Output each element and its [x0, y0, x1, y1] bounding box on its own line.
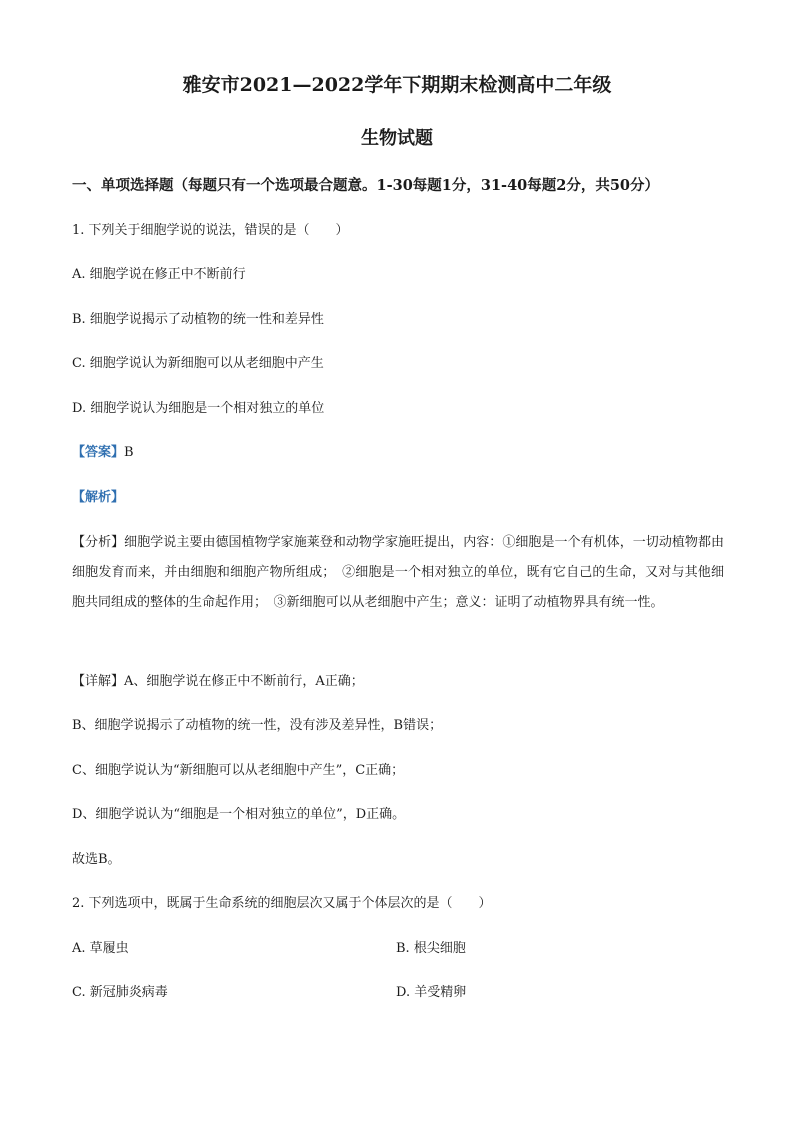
analysis-paragraph — [72, 528, 724, 618]
question-1-option-d: D. 细胞学说认为细胞是一个相对独立的单位 — [72, 401, 325, 416]
question-2-option-d: D. 羊受精卵 — [396, 985, 467, 1000]
answer-tag: 【答案】 — [72, 445, 125, 460]
fenxi-tag: 【分析】 — [72, 535, 125, 550]
detail-tag: 【详解】 — [72, 674, 125, 689]
question-2-option-c: C. 新冠肺炎病毒 — [72, 985, 168, 1000]
detail-line-d: D、细胞学说认为“细胞是一个相对独立的单位”，D正确。 — [72, 807, 406, 822]
detail-line-c: C、细胞学说认为“新细胞可以从老细胞中产生”，C正确； — [72, 763, 405, 778]
fenxi-text: 细胞学说主要由德国植物学家施莱登和动物学家施旺提出，内容：①细胞是一个有机体，一切动植物都由细胞发育而来，并由细胞和细胞产物所组成； ②细胞是一个相对独立的单位，既有它自己的生命，又对与其他细胞共同组成的整体的生命起作用； ③新细胞可以从老细胞中产生；意义：证明了动植物界具有统一性。 — [72, 535, 724, 610]
document-subtitle: 生物试题 — [361, 128, 433, 149]
question-1-option-a: A. 细胞学说在修正中不断前行 — [72, 267, 246, 282]
document-title: 雅安市2021—2022学年下期期末检测高中二年级 — [182, 74, 612, 96]
detail-a-text: A、细胞学说在修正中不断前行，A正确； — [124, 674, 364, 689]
question-2-option-b: B. 根尖细胞 — [396, 941, 466, 956]
question-1-option-b: B. 细胞学说揭示了动植物的统一性和差异性 — [72, 312, 324, 327]
answer-line — [72, 444, 134, 462]
question-1-stem: 1. 下列关于细胞学说的说法，错误的是（ ） — [72, 223, 349, 238]
question-1-option-c: C. 细胞学说认为新细胞可以从老细胞中产生 — [72, 356, 324, 371]
question-2-stem: 2. 下列选项中，既属于生命系统的细胞层次又属于个体层次的是（ ） — [72, 896, 492, 911]
detail-line-a — [72, 673, 364, 691]
section-heading: 一、单项选择题（每题只有一个选项最合题意。1-30每题1分，31-40每题2分，共50分） — [72, 177, 660, 194]
conclusion-line: 故选B。 — [72, 852, 121, 867]
analysis-heading — [72, 489, 124, 507]
question-2-option-a: A. 草履虫 — [72, 941, 129, 956]
answer-value: B — [124, 445, 134, 460]
detail-line-b: B、细胞学说揭示了动植物的统一性，没有涉及差异性，B错误； — [72, 718, 443, 733]
analysis-tag: 【解析】 — [72, 490, 125, 505]
